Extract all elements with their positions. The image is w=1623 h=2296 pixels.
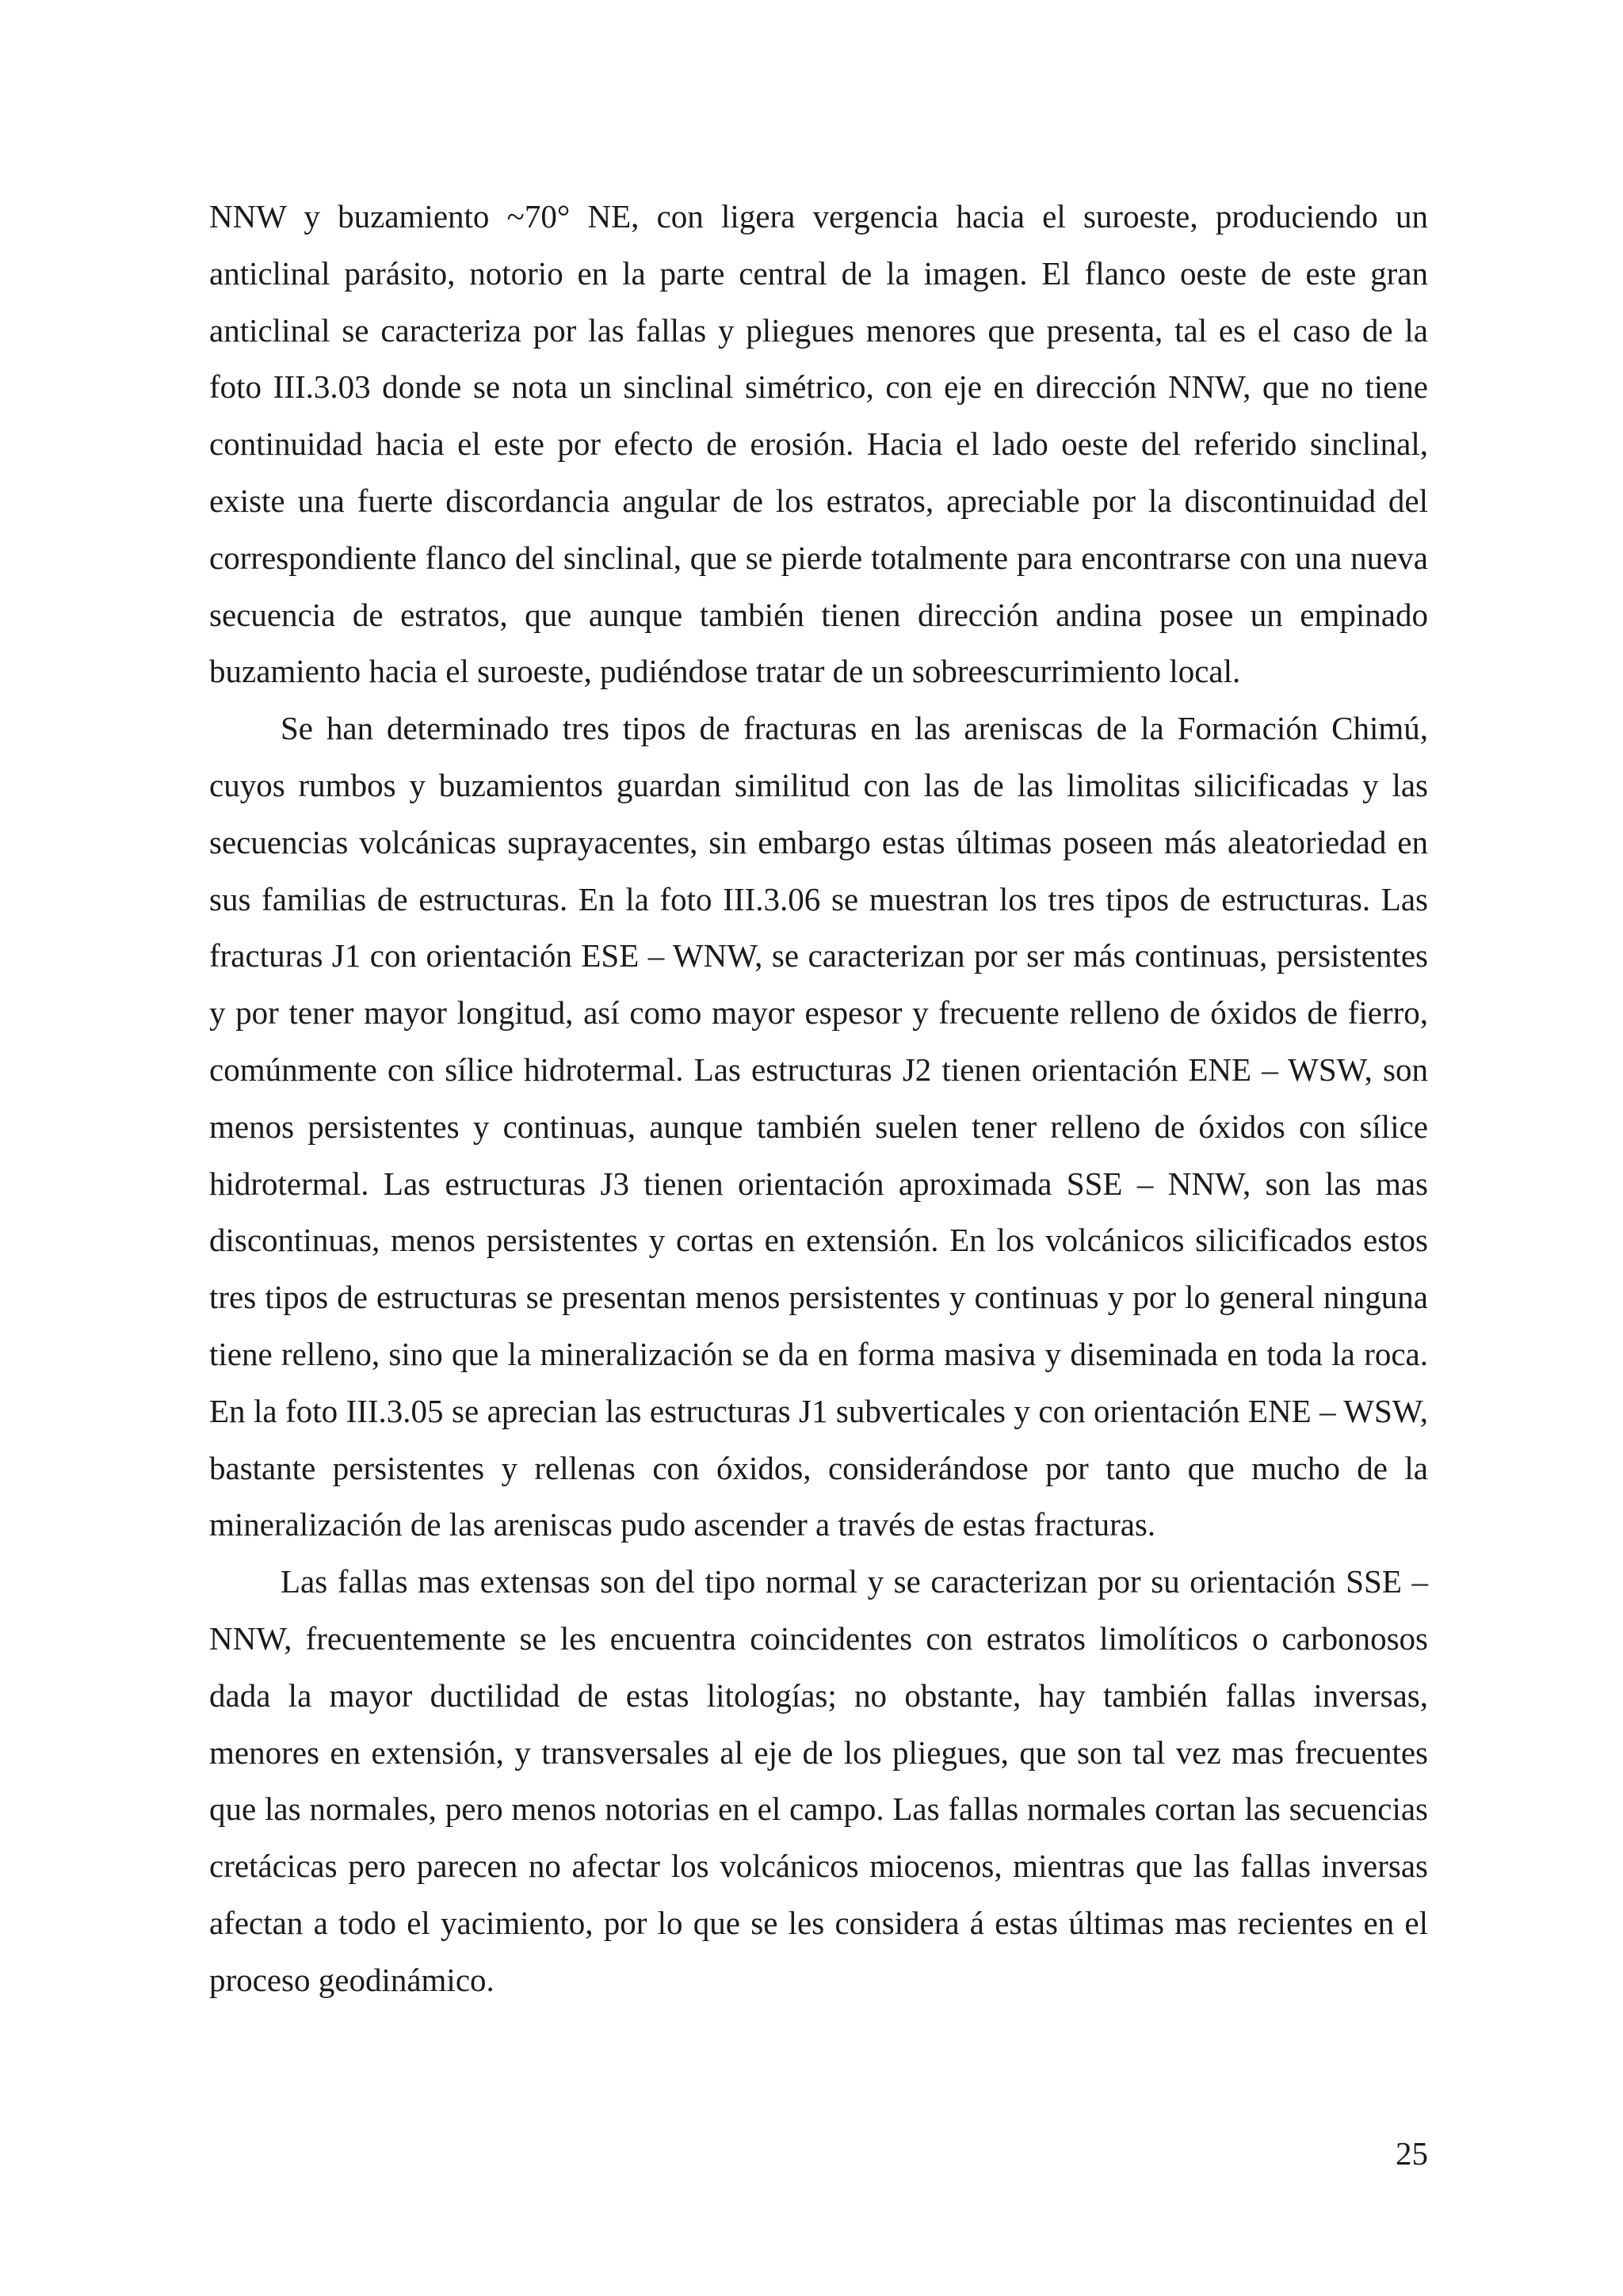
- page-number: 25: [1396, 2135, 1428, 2172]
- body-text: [209, 189, 1428, 2009]
- paragraph-fracturas: Se han determinado tres tipos de fracturas en las areniscas de la Formación Chimú, cuyos rumbos y buzamientos guardan similitud con las de las limolitas silicificadas y las secuencias volcánicas suprayacentes, sin embargo estas últimas poseen más aleatoriedad en sus familias de estructuras. En la foto III.3.06 se muestran los tres tipos de estructuras. Las fracturas J1 con orientación ESE – WNW, se caracterizan por ser más continuas, persistentes y por tener mayor longitud, así como mayor espesor y frecuente relleno de óxidos de fierro, comúnmente con sílice hidrotermal. Las estructuras J2 tienen orientación ENE – WSW, son menos persistentes y continuas, aunque también suelen tener relleno de óxidos con sílice hidrotermal. Las estructuras J3 tienen orientación aproximada SSE – NNW, son las mas discontinuas, menos persistentes y cortas en extensión. En los volcánicos silicificados estos tres tipos de estructuras se presentan menos persistentes y continuas y por lo general ninguna tiene relleno, sino que la mineralización se da en forma masiva y diseminada en toda la roca. En la foto III.3.05 se aprecian las estructuras J1 subverticales y con orientación ENE – WSW, bastante persistentes y rellenas con óxidos, considerándose por tanto que mucho de la mineralización de las areniscas pudo ascender a través de estas fracturas.: [209, 710, 1428, 1543]
- paragraph-fallas: Las fallas mas extensas son del tipo normal y se caracterizan por su orientación SSE – NNW, frecuentemente se les encuentra coincidentes con estratos limolíticos o carbonosos dada la mayor ductilidad de estas litologías; no obstante, hay también fallas inversas, menores en extensión, y transversales al eje de los pliegues, que son tal vez mas frecuentes que las normales, pero menos notorias en el campo. Las fallas normales cortan las secuencias cretácicas pero parecen no afectar los volcánicos miocenos, mientras que las fallas inversas afectan a todo el yacimiento, por lo que se les considera á estas últimas mas recientes en el proceso geodinámico.: [209, 1563, 1428, 1998]
- paragraph-continuation: NNW y buzamiento ~70° NE, con ligera vergencia hacia el suroeste, produciendo un anticlinal parásito, notorio en la parte central de la imagen. El flanco oeste de este gran anticlinal se caracteriza por las fallas y pliegues menores que presenta, tal es el caso de la foto III.3.03 donde se nota un sinclinal simétrico, con eje en dirección NNW, que no tiene continuidad hacia el este por efecto de erosión. Hacia el lado oeste del referido sinclinal, existe una fuerte discordancia angular de los estratos, apreciable por la discontinuidad del correspondiente flanco del sinclinal, que se pierde totalmente para encontrarse con una nueva secuencia de estratos, que aunque también tienen dirección andina posee un empinado buzamiento hacia el suroeste, pudiéndose tratar de un sobreescurrimiento local.: [209, 198, 1428, 690]
